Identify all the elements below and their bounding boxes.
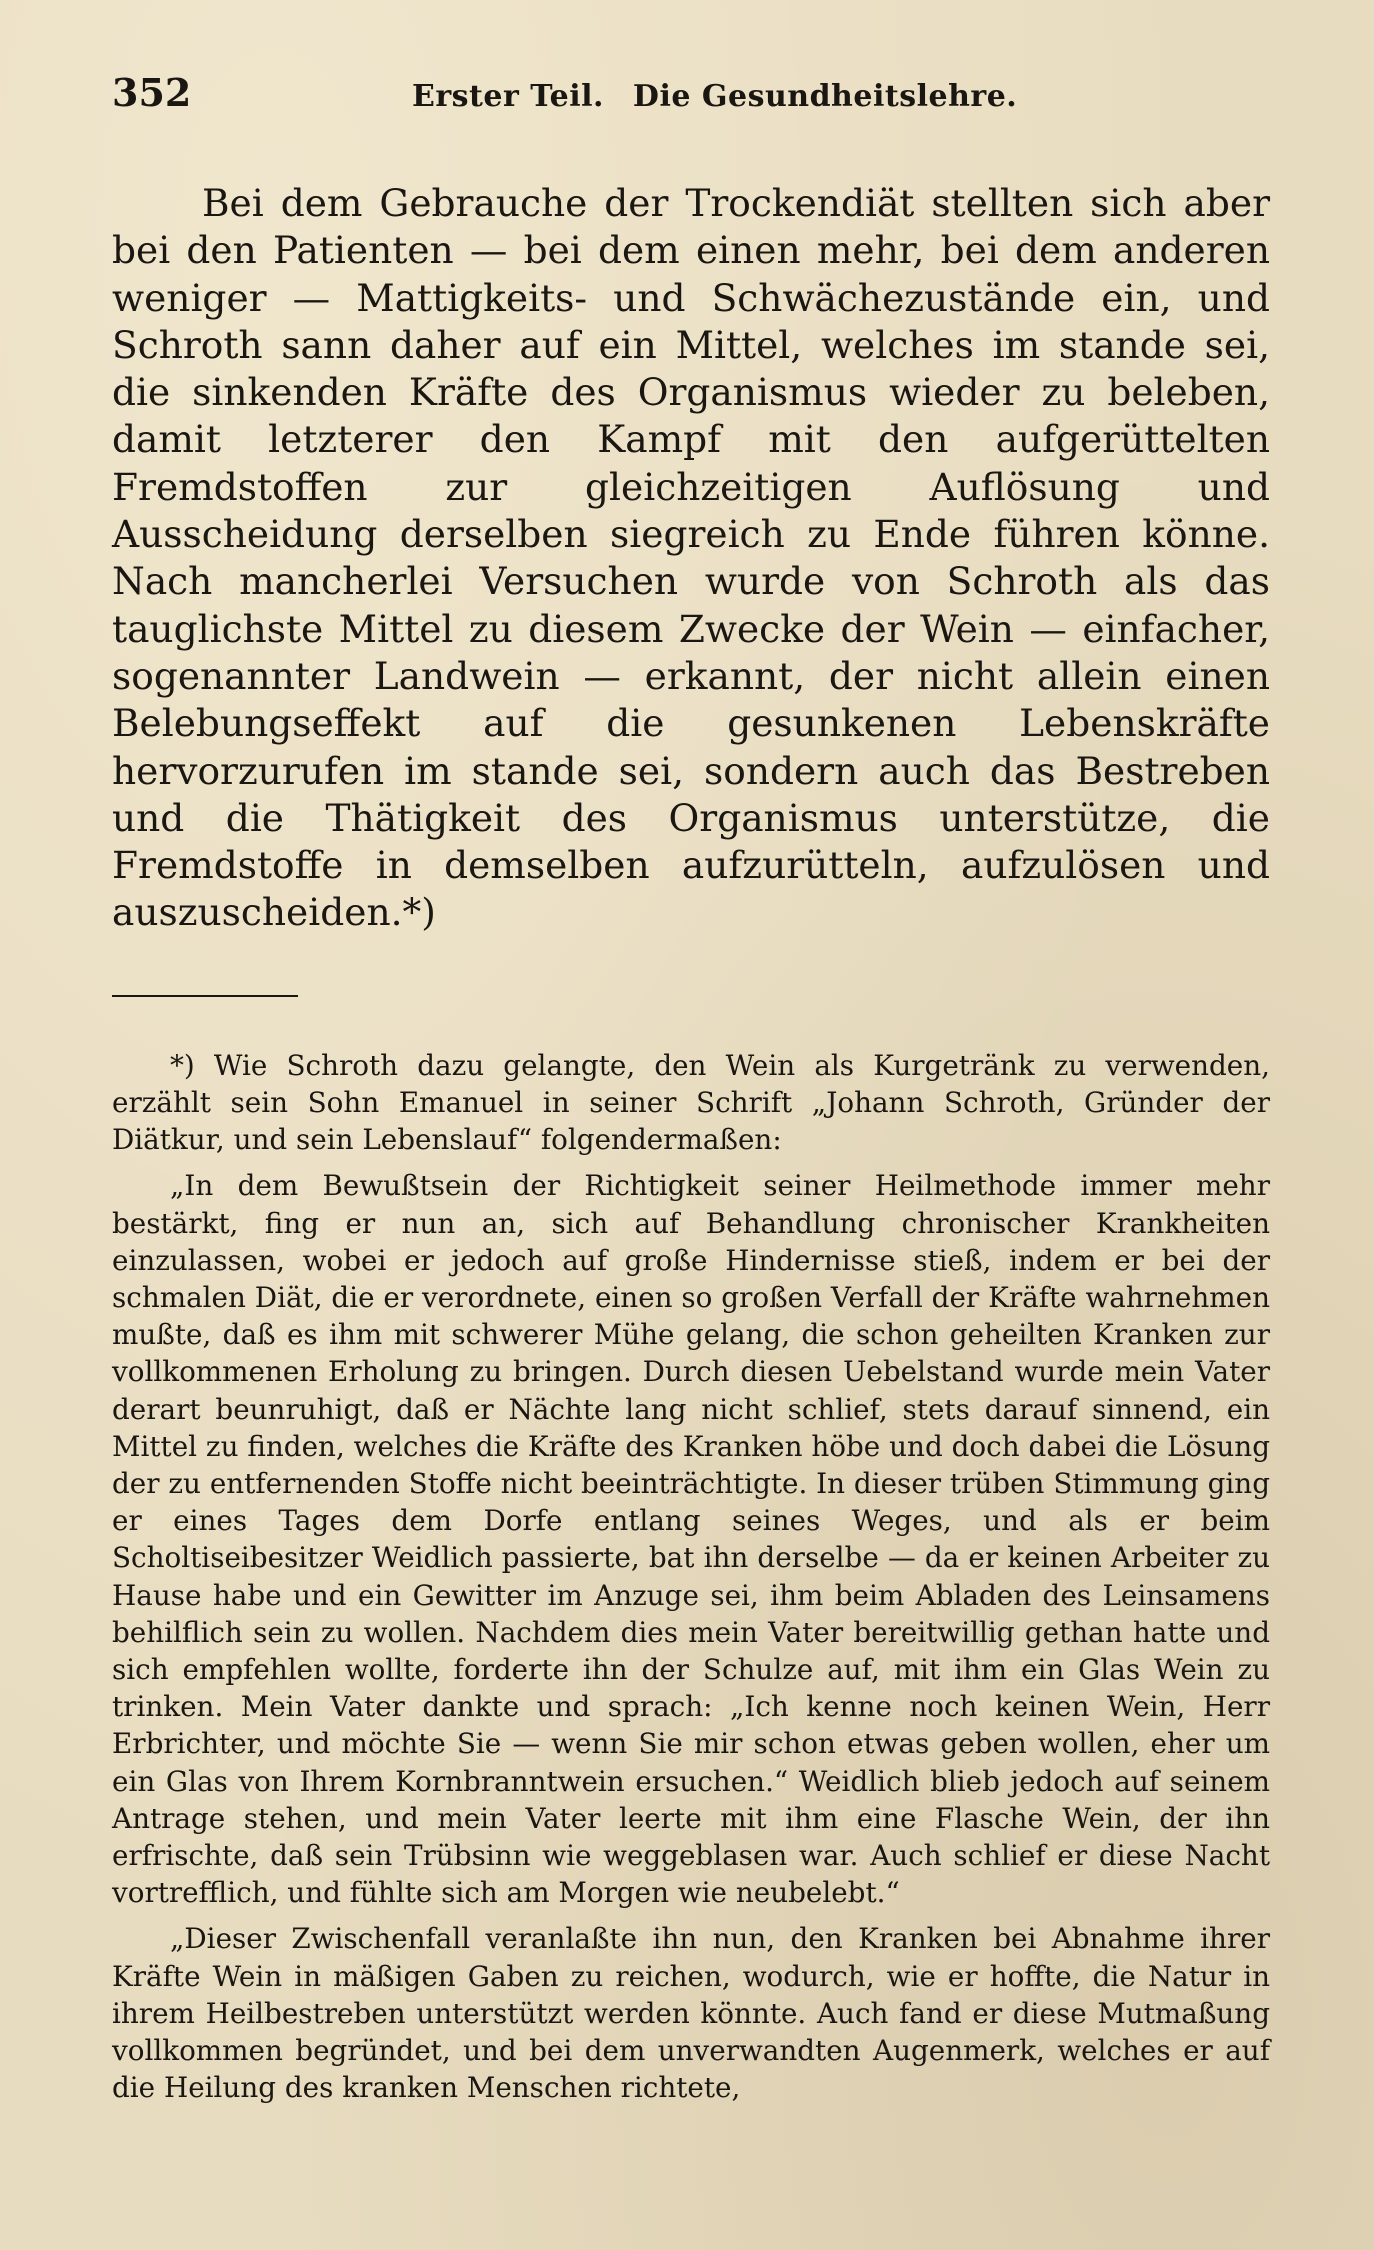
page-header — [112, 70, 1270, 130]
running-head — [412, 79, 1017, 114]
footnote-divider — [112, 995, 298, 997]
footnote-paragraph: „Dieser Zwischenfall veranlaßte ihn nun, den Kranken bei Abnahme ihrer Kräfte Wein in mäßigen Gaben zu reichen, wodurch, wie er hoffte, die Natur in ihrem Heilbestreben unterstützt werden könnte. Auch fand er diese Mutmaßung vollkommen begründet, und bei dem unverwandten Augenmerk, welches er auf die Heilung des kranken Menschen richtete, — [112, 1922, 1270, 2105]
page-number: 352 — [112, 70, 192, 115]
main-paragraph: Bei dem Gebrauche der Trockendiät stellten sich aber bei den Patienten — bei dem einen mehr, bei dem anderen weniger — Mattigkeits- und Schwächezustände ein, und Schroth sann daher auf ein Mittel, welches im stande sei, die sinkenden Kräfte des Organismus wieder zu beleben, damit letzterer den Kampf mit den aufgerüttelten Fremdstoffen zur gleichzeitigen Auflösung und Ausscheidung derselben siegreich zu Ende führen könne. Nach mancherlei Versuchen wurde von Schroth als das tauglichste Mittel zu diesem Zwecke der Wein — einfacher, sogenannter Landwein — erkannt, der nicht allein einen Belebungseffekt auf die gesunkenen Lebenskräfte hervorzurufen im stande sei, sondern auch das Bestreben und die Thätigkeit des Organismus unterstütze, die Fremdstoffe in demselben aufzurütteln, aufzulösen und auszuscheiden.*) — [112, 181, 1270, 935]
part-title: Erster Teil. — [412, 79, 604, 114]
footnote-paragraph: „In dem Bewußtsein der Richtigkeit seiner Heilmethode immer mehr bestärkt, fing er nun an, sich auf Behandlung chronischer Krankheiten einzulassen, wobei er jedoch auf große Hindernisse stieß, indem er bei der schmalen Diät, die er verordnete, einen so großen Verfall der Kräfte wahrnehmen mußte, daß es ihm mit schwerer Mühe gelang, die schon geheilten Kranken zur vollkommenen Erholung zu bringen. Durch diesen Uebelstand wurde mein Vater derart beunruhigt, daß er Nächte lang nicht schlief, stets darauf sinnend, ein Mittel zu finden, welches die Kräfte des Kranken höbe und doch dabei die Lösung der zu entfernenden Stoffe nicht beeinträchtigte. In dieser trüben Stimmung ging er eines Tages dem Dorfe entlang seines Weges, und als er beim Scholtiseibesitzer Weidlich passierte, bat ihn derselbe — da er keinen Arbeiter zu Hause habe und ein Gewitter im Anzuge sei, ihm beim Abladen des Leinsamens behilflich sein zu wollen. Nachdem dies mein Vater bereitwillig gethan hatte und sich empfehlen wollte, forderte ihn der Schulze auf, mit ihm ein Glas Wein zu trinken. Mein Vater dankte und sprach: „Ich kenne noch keinen Wein, Herr Erbrichter, und möchte Sie — wenn Sie mir schon etwas geben wollen, eher um ein Glas von Ihrem Kornbranntwein ersuchen.“ Weidlich blieb jedoch auf seinem Antrage stehen, und mein Vater leerte mit ihm eine Flasche Wein, der ihn erfrischte, daß sein Trübsinn wie weggeblasen war. Auch schlief er diese Nacht vortrefflich, und fühlte sich am Morgen wie neubelebt.“ — [112, 1169, 1270, 1910]
footnote-paragraph: *) Wie Schroth dazu gelangte, den Wein als Kurgetränk zu verwenden, erzählt sein Sohn Emanuel in seiner Schrift „Johann Schroth, Gründer der Diätkur, und sein Lebenslauf“ folgendermaßen: — [112, 1048, 1270, 1157]
book-page — [112, 70, 1270, 2220]
footnote — [112, 1047, 1270, 2107]
chapter-title: Die Gesundheitslehre. — [632, 79, 1018, 114]
